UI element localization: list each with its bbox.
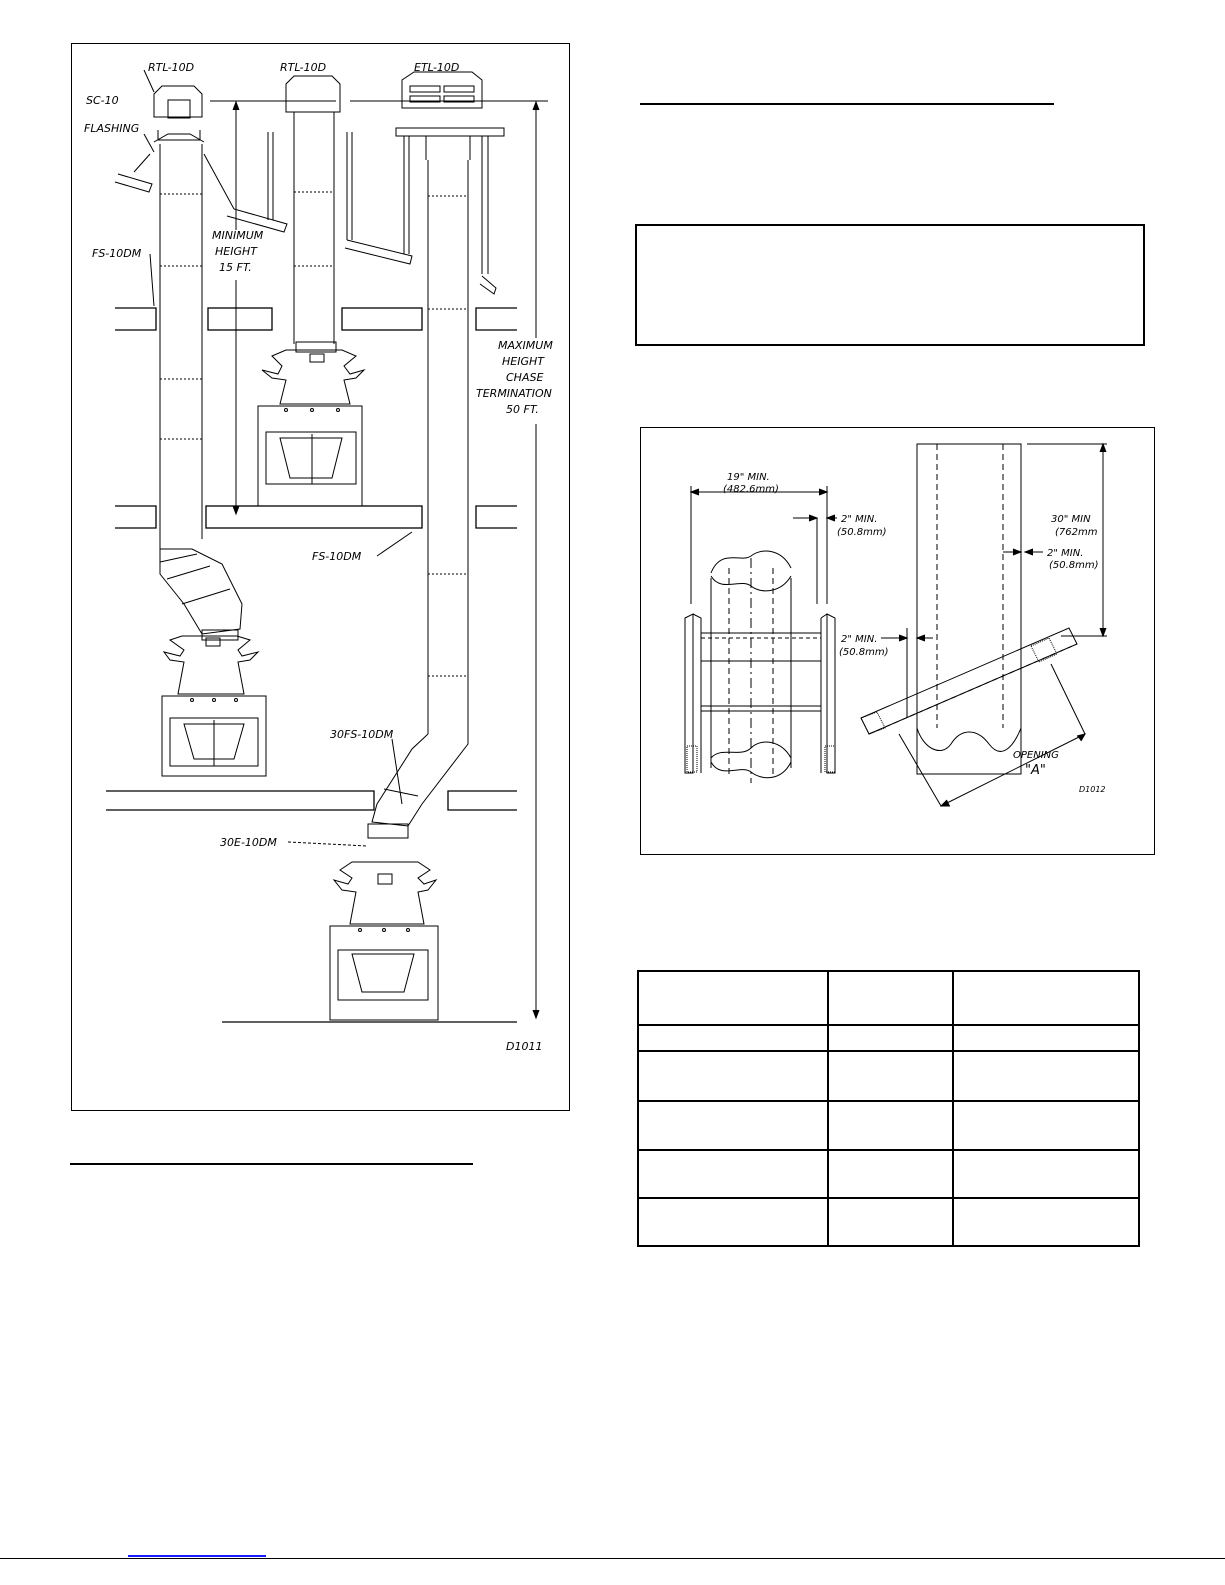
- floors: [106, 308, 517, 1022]
- roof-opening-view: [861, 444, 1107, 806]
- label-2-min-c: 2" MIN.: [841, 634, 878, 645]
- section-heading-rule-right: [640, 103, 1054, 105]
- label-2-min-b: 2" MIN.: [1047, 548, 1084, 559]
- label-fs-mid: FS-10DM: [312, 550, 362, 563]
- label-sc: SC-10: [86, 94, 119, 107]
- table-row: [638, 1198, 1139, 1246]
- framed-opening-view: [685, 486, 837, 783]
- table-row: [638, 1051, 1139, 1101]
- table-row: [638, 1150, 1139, 1198]
- label-482mm: (482.6mm): [723, 484, 779, 495]
- middle-chimney: [258, 76, 412, 506]
- label-opening: OPENING: [1013, 750, 1059, 761]
- label-2-min-a: 2" MIN.: [841, 514, 878, 525]
- label-max-5: 50 FT.: [506, 403, 539, 416]
- label-50mm-c: (50.8mm): [839, 647, 889, 658]
- dimension-lines: [144, 70, 548, 1018]
- footer-rule: [0, 1558, 1225, 1559]
- label-fs-top: FS-10DM: [92, 247, 142, 260]
- label-30e: 30E-10DM: [220, 836, 277, 849]
- label-min-3: 15 FT.: [219, 261, 252, 274]
- label-max-4: TERMINATION: [476, 387, 552, 400]
- label-max-1: MAXIMUM: [498, 339, 553, 352]
- label-min-1: MINIMUM: [212, 229, 264, 242]
- label-max-3: CHASE: [506, 371, 544, 384]
- chimney-installation-figure: [71, 43, 570, 1111]
- label-rtl-mid: RTL-10D: [280, 61, 327, 74]
- left-chimney: [115, 86, 287, 776]
- table-row: [638, 1101, 1139, 1149]
- table-row: [638, 971, 1139, 1025]
- right-chimney: [330, 72, 504, 1020]
- label-30-min: 30" MIN: [1051, 514, 1091, 525]
- footer-link[interactable]: [128, 1555, 266, 1557]
- label-30fs: 30FS-10DM: [330, 728, 394, 741]
- opening-size-table: [637, 970, 1140, 1247]
- label-flashing: FLASHING: [84, 122, 140, 135]
- clearance-figure: [640, 427, 1155, 855]
- label-max-2: HEIGHT: [502, 355, 544, 368]
- figure-id-d1011: D1011: [506, 1040, 543, 1053]
- label-etl: ETL-10D: [414, 61, 460, 74]
- section-heading-rule-left: [70, 1163, 473, 1165]
- figure-id-d1012: D1012: [1079, 785, 1106, 794]
- table-row: [638, 1025, 1139, 1051]
- label-opening-a: "A": [1025, 763, 1046, 778]
- label-rtl-left: RTL-10D: [148, 61, 195, 74]
- label-19-min: 19" MIN.: [727, 472, 770, 483]
- label-50mm-a: (50.8mm): [837, 527, 887, 538]
- label-50mm-b: (50.8mm): [1049, 560, 1099, 571]
- label-762mm: (762mm: [1055, 527, 1098, 538]
- warning-box: [635, 224, 1145, 346]
- label-min-2: HEIGHT: [215, 245, 257, 258]
